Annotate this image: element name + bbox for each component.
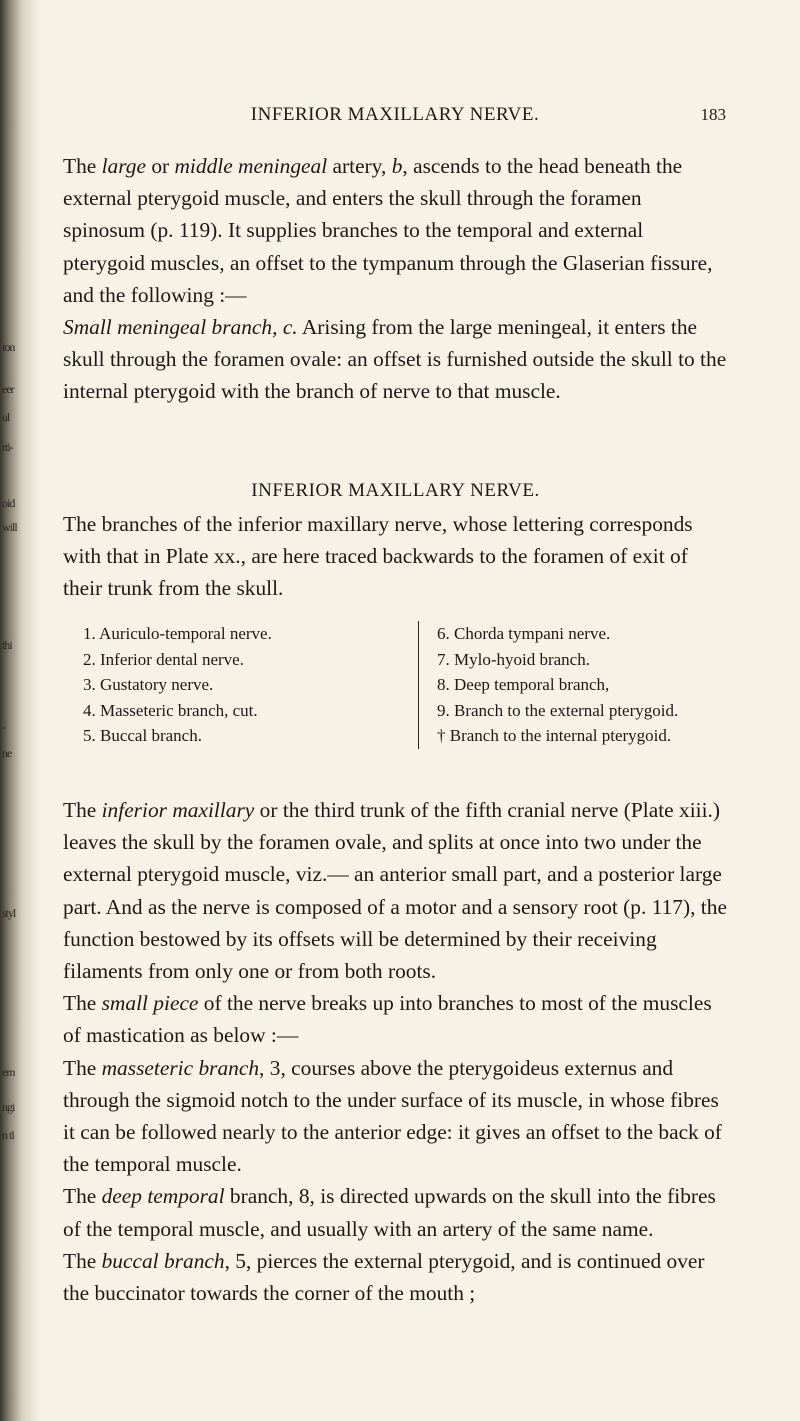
legend-item: 4. Masseteric branch, cut. (83, 700, 258, 720)
legend-item: 5. Buccal branch. (83, 726, 202, 745)
legend-item: 9. Branch to the external pterygoid. (437, 700, 679, 720)
text-run: artery, (327, 154, 392, 178)
italic-term: deep temporal (101, 1184, 225, 1209)
gutter-fragment: ern (2, 1065, 15, 1079)
text-run: or the third trunk of the fifth cranial nerve (Plate xiii.) leaves the skull by the foramen ovale, and splits at once into two under the external pterygoid muscle, viz.— an anterior small part, and a posterior large part. And as the nerve is composed of a motor and a sensory root (p. 117), the function bestowed by its offsets will be determined by their receiving filaments from only one or from both roots. (63, 798, 727, 984)
text-run: of the nerve breaks up into branches to most of the muscles of mastication as below :— (63, 991, 712, 1048)
italic-term: buccal branch (101, 1248, 225, 1273)
gutter-fragment: ngi (2, 1100, 15, 1114)
text-block-meningeal (63, 150, 728, 408)
text-run: The (63, 798, 102, 822)
text-block-intro (63, 508, 728, 605)
gutter-fragment: will (2, 520, 17, 534)
italic-term: masseteric branch (101, 1055, 260, 1080)
legend-item: 6. Chorda tympani nerve. (437, 624, 611, 643)
gutter-fragment: ion (2, 340, 15, 354)
book-gutter-shadow (0, 0, 40, 1421)
legend-item: 7. Mylo-hyoid branch. (437, 649, 590, 669)
paragraph-intro: The branches of the inferior maxillary nerve, whose lettering corresponds with that in Plate xx., are here traced backwards to the foramen of exit of their trunk from the skull. (63, 512, 693, 601)
legend-item: 1. Auriculo-temporal nerve. (83, 624, 272, 643)
italic-term: Small meningeal branch, c. (63, 315, 298, 340)
gutter-fragment: oid (2, 496, 15, 510)
gutter-fragment: - (2, 720, 5, 734)
text-block-inferior-maxillary (63, 794, 728, 1309)
legend-item: 2. Inferior dental nerve. (83, 649, 244, 669)
figure-legend (83, 621, 733, 771)
text-run: The (63, 991, 102, 1016)
page-number: 183 (700, 105, 726, 124)
text-run: branch, 8, is directed upwards on the skull into the fibres of the temporal muscle, and usually with an artery of the same name. (63, 1184, 716, 1241)
page-header (64, 104, 726, 128)
gutter-fragment: styl (2, 906, 16, 920)
gutter-fragment: ne (2, 746, 12, 760)
legend-column-right (418, 621, 757, 749)
text-run: , ascends to the head beneath the external pterygoid muscle, and enters the skull through the foramen spinosum (p. 119). It supplies branches to the temporal and external pterygoid muscles, an offset to the tympanum through the Glaserian fissure, and the following :— (63, 154, 713, 307)
gutter-fragment: rti- (2, 440, 13, 454)
section-heading: INFERIOR MAXILLARY NERVE. (251, 480, 540, 501)
text-run: The (63, 154, 102, 178)
paragraph-small-meningeal-branch (63, 311, 728, 408)
paragraph-inferior-maxillary (63, 794, 728, 987)
italic-term: b (391, 154, 403, 178)
text-run: , 3, courses above the pterygoideus externus and through the sigmoid notch to the under surface of its muscle, in whose fibres it can be followed nearly to the anterior edge: it gives an offset to the back of the temporal muscle. (63, 1055, 722, 1177)
legend-item: 3. Gustatory nerve. (83, 675, 214, 694)
paragraph-large-meningeal-artery (63, 150, 728, 311)
paragraph-small-piece (63, 987, 728, 1051)
legend-item: † Branch to the internal pterygoid. (437, 726, 672, 745)
gutter-fragment: thi (2, 638, 12, 652)
text-run: , 5, pierces the external pterygoid, and is continued over the buccinator towards the corner of the mouth ; (63, 1248, 705, 1306)
gutter-fragment: n tl (2, 1128, 14, 1142)
italic-term: small piece (101, 991, 199, 1016)
paragraph-deep-temporal (63, 1180, 728, 1244)
running-head: INFERIOR MAXILLARY NERVE. (250, 104, 540, 125)
paragraph-buccal-branch (63, 1245, 728, 1309)
legend-item: 8. Deep temporal branch, (437, 675, 610, 694)
text-run: Arising from the large meningeal, it enters the skull through the foramen ovale: an offset is furnished outside the skull to the internal pterygoid with the branch of nerve to that muscle. (63, 315, 727, 404)
italic-term: middle meningeal (174, 154, 328, 178)
italic-term: inferior maxillary (101, 798, 255, 822)
paragraph-masseteric-branch (63, 1052, 728, 1181)
text-run: The (63, 1055, 102, 1080)
gutter-fragment: eer (2, 382, 14, 396)
text-run: or (145, 154, 175, 178)
italic-term: large (101, 154, 146, 178)
legend-column-left (83, 621, 383, 749)
gutter-fragment: ul (2, 410, 10, 424)
text-run: The (63, 1248, 102, 1273)
text-run: The (63, 1184, 102, 1209)
